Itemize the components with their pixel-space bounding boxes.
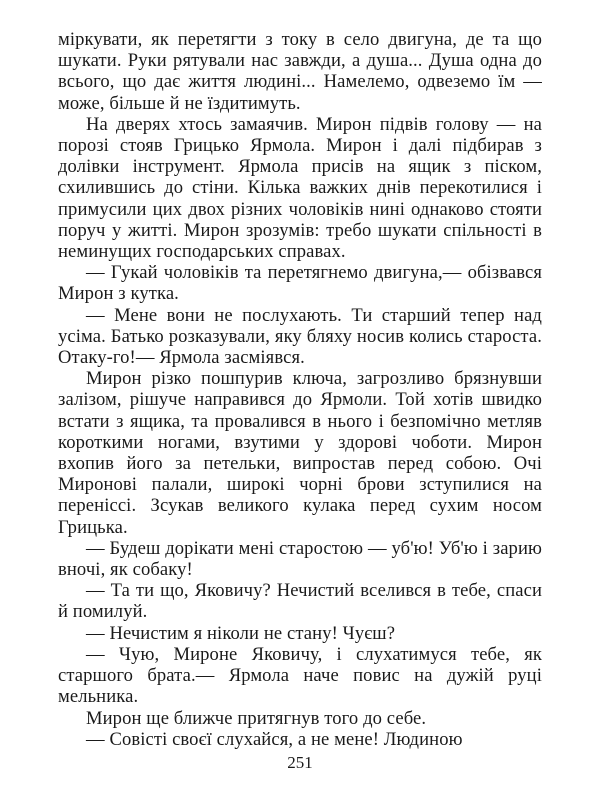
page-text [58,29,542,750]
page-number: 251 [287,753,313,772]
paragraph-5: Мирон різко пошпурив ключа, загрозливо брязнувши залізом, рішуче направився до Ярмоли. Той хотів швидко встати з ящика, та провалився в нього і безпомічно метляв короткими ногами, взутими у здорові чоботи. Мирон вхопив його за петельки, випростав перед собою. Очі Миронові палали, широкі чорні брови зступилися на переніссі. Зсукав великого кулака перед сухим носом Грицька. [58,368,542,538]
paragraph-10: Мирон ще ближче притягнув того до себе. [86,707,427,729]
paragraph-11: — Совісті своєї слухайся, а не мене! Людиною [86,728,463,750]
paragraph-2: На дверях хтось замаячив. Мирон підвів голову — на порозі стояв Грицько Ярмола. Мирон і далі підбирав з долівки інструмент. Ярмола присів на ящик з піском, схилившись до стіни. Кілька важких днів перекотилися і примусили цих двох різних чоловіків нині однаково стояти поруч у житті. Мирон зрозумів: требо шукати спільності в неминущих господарських справах. [58,113,542,263]
paragraph-7: — Та ти що, Яковичу? Нечистий вселився в тебе, спаси й помилуй. [58,580,542,623]
paragraph-1: міркувати, як перетягти з току в село двигуна, де та що шукати. Руки рятували нас завжди, а душа... Душа одна до всього, що дає життя людині... Намелемо, одвеземо їм — може, більше й не їздитимуть. [58,29,542,114]
paragraph-3: — Гукай чоловіків та перетягнемо двигуна,— обізвався Мирон з кутка. [58,262,542,305]
paragraph-4: — Мене вони не послухають. Ти старший тепер над усіма. Батько розказували, яку бляху носив колись староста. Отаку-го!— Ярмола засміявся. [58,304,542,369]
paragraph-8: — Нечистим я ніколи не стану! Чуєш? [86,622,396,644]
paragraph-9: — Чую, Мироне Яковичу, і слухатимуся тебе, як старшого брата.— Ярмола наче повис на дужій руці мельника. [58,643,542,708]
paragraph-6: — Будеш дорікати мені старостою — уб'ю! Уб'ю і зарию вночі, як собаку! [58,537,542,581]
